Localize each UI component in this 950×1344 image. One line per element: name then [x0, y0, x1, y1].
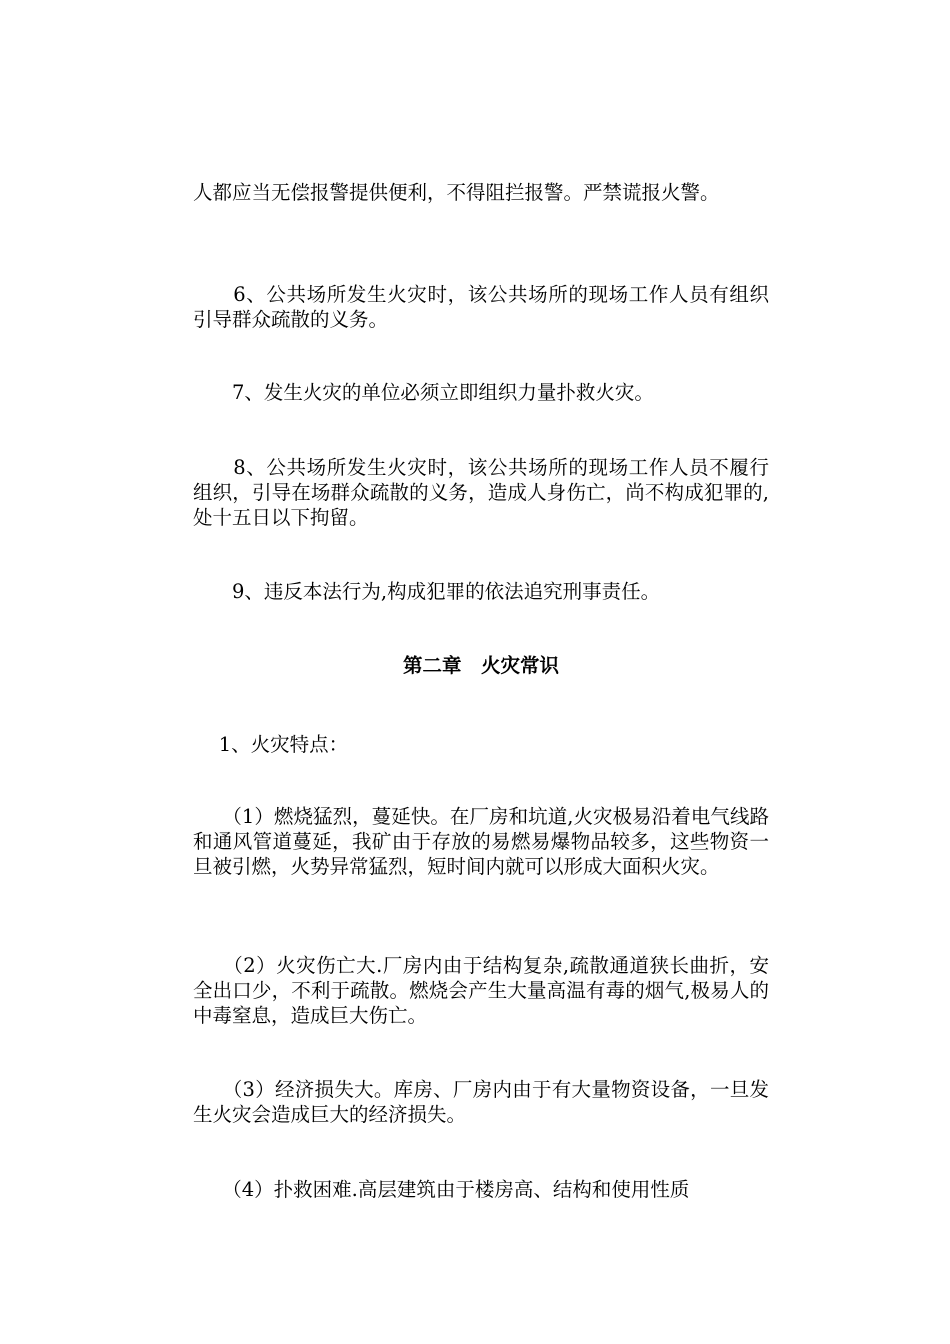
paragraph-report-fire: 人都应当无偿报警提供便利，不得阻拦报警。严禁谎报火警。 [193, 181, 720, 204]
paragraph-item-6: 6、公共场所发生火灾时，该公共场所的现场工作人员有组织引导群众疏散的义务。 [193, 283, 769, 331]
chapter-heading: 第二章 火灾常识 [402, 654, 559, 677]
section-title-fire-features: 1、火灾特点： [193, 733, 349, 756]
feature-item-3: （3）经济损失大。库房、厂房内由于有大量物资设备，一旦发生火灾会造成巨大的经济损失。 [193, 1078, 769, 1126]
paragraph-item-8: 8、公共场所发生火灾时，该公共场所的现场工作人员不履行组织，引导在场群众疏散的义务，造成人身伤亡，尚不构成犯罪的,处十五日以下拘留。 [193, 456, 769, 529]
feature-item-1: （1）燃烧猛烈，蔓延快。在厂房和坑道,火灾极易沿着电气线路和通风管道蔓延，我矿由于存放的易燃易爆物品较多，这些物资一旦被引燃，火势异常猛烈，短时间内就可以形成大面积火灾。 [193, 805, 769, 878]
feature-item-2: （2）火灾伤亡大.厂房内由于结构复杂,疏散通道狭长曲折，安全出口少，不利于疏散。燃烧会产生大量高温有毒的烟气,极易人的中毒窒息，造成巨大伤亡。 [193, 954, 769, 1027]
paragraph-item-7: 7、发生火灾的单位必须立即组织力量扑救火灾。 [193, 381, 654, 404]
feature-item-4: （4）扑救困难.高层建筑由于楼房高、结构和使用性质 [193, 1178, 690, 1201]
paragraph-item-9: 9、违反本法行为,构成犯罪的依法追究刑事责任。 [193, 580, 661, 603]
